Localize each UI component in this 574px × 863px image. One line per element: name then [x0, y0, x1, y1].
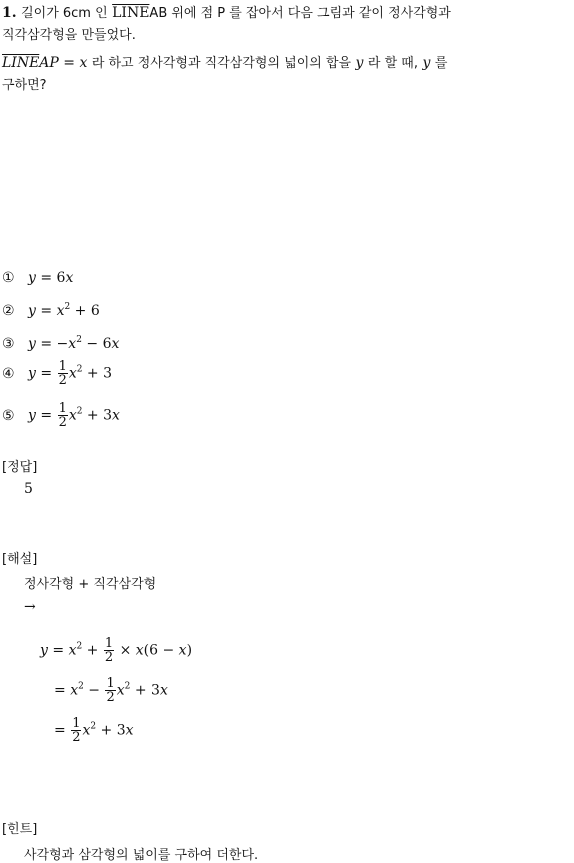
choice-expr: y = $\frac{1}{2}$ $x^2 + 3x$: [28, 401, 120, 430]
explanation-arrow: →: [24, 599, 36, 615]
choice-marker: ②: [2, 303, 15, 319]
segment-label: LINE: [112, 5, 150, 21]
choice-2[interactable]: [2, 303, 100, 319]
explanation-label: [해설]: [2, 552, 38, 567]
choice-marker: ⑤: [2, 407, 15, 424]
question-line-1: [2, 2, 451, 21]
choice-4[interactable]: [2, 360, 112, 387]
choice-marker: ③: [2, 336, 15, 352]
choice-expr: y = $\frac{1}{2}$ $x^2 + 3$: [28, 359, 113, 388]
choice-expr: $y = -x^2 - 6x$: [28, 335, 120, 352]
derivation-line-1: $y = x^2$ + $\frac{1}{2}$ × x(6 − x): [40, 636, 193, 665]
math-var: y: [422, 55, 431, 71]
question-number: 1.: [2, 5, 17, 21]
segment-label: LINE: [2, 55, 40, 71]
answer-label: [정답]: [2, 460, 38, 475]
question-line-2: 직각삼각형을 만들었다.: [2, 28, 136, 43]
question-text: 를: [434, 56, 448, 71]
explanation-line-1: 정사각형 + 직각삼각형: [24, 577, 157, 592]
derivation-line-2: = $x^2$ − $\frac{1}{2}$ $x^2 + 3x$: [54, 676, 168, 705]
question-line-4: 구하면?: [2, 78, 47, 93]
derivation-line-3: = $\frac{1}{2}$ $x^2 + 3x$: [54, 716, 134, 745]
choice-5[interactable]: [2, 402, 120, 429]
choice-1[interactable]: [2, 270, 73, 286]
choice-expr: $y = x^2 + 6$: [28, 302, 100, 319]
question-text: AB 위에 점 P 를 잡아서 다음 그림과 같이 정사각형과: [149, 6, 451, 21]
hint-label: [힌트]: [2, 822, 38, 837]
choice-3[interactable]: [2, 336, 119, 352]
question-text: 라 하고 정사각형과 직각삼각형의 넓이의 합을: [91, 56, 352, 71]
question-text: 길이가 6cm 인: [21, 6, 108, 21]
math-expr: = x: [63, 55, 88, 71]
hint-text: 사각형과 삼각형의 넓이를 구하여 더한다.: [24, 848, 259, 863]
question-text: 라 할 때,: [367, 56, 418, 71]
choice-expr: y = 6x: [28, 270, 74, 286]
choice-marker: ④: [2, 365, 15, 382]
choice-marker: ①: [2, 270, 15, 286]
answer-value: 5: [24, 481, 33, 497]
math-var: AP: [39, 55, 59, 71]
math-var: y: [355, 55, 364, 71]
question-line-3: [2, 52, 447, 71]
